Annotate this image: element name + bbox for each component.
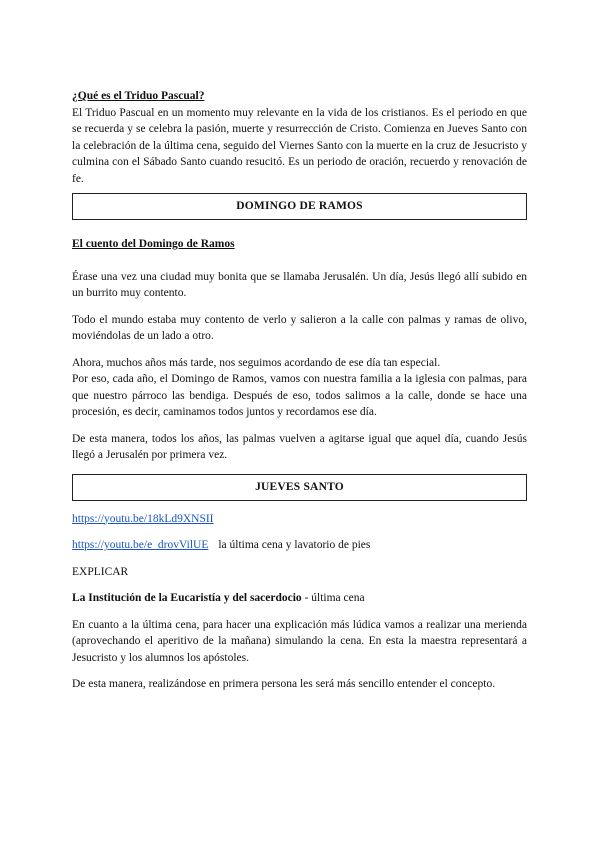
video-link-1[interactable]: https://youtu.be/18kLd9XNSII — [72, 512, 214, 525]
video-link-2-note: la última cena y lavatorio de pies — [218, 539, 371, 551]
video-link-2[interactable]: https://youtu.be/e_drovVilUE — [72, 539, 209, 551]
jueves-paragraph-2: De esta manera, realizándose en primera persona les será más sencillo entender el concepto. — [72, 678, 496, 690]
link-row-2 — [72, 537, 527, 554]
story-title: El cuento del Domingo de Ramos — [72, 238, 235, 250]
link-row-1 — [72, 511, 527, 528]
eucaristia-subtitle — [72, 590, 527, 607]
document-page — [72, 88, 527, 693]
ramos-paragraph-1: Érase una vez una ciudad muy bonita que se llamaba Jerusalén. Un día, Jesús llegó allí subido en un burrito muy contento. — [72, 270, 527, 299]
domingo-de-ramos-box: DOMINGO DE RAMOS — [72, 193, 527, 220]
eucaristia-subtitle-rest: - última cena — [301, 592, 365, 604]
explicar-label: EXPLICAR — [72, 565, 129, 578]
ramos-paragraph-3b: Por eso, cada año, el Domingo de Ramos, vamos con nuestra familia a la iglesia con palmas, para que nuestro párroco las bendiga. Después de eso, todos salimos a la calle, donde se hace una procesión, es decir, caminamos todos juntos y recordamos ese día. — [72, 373, 527, 418]
ramos-paragraph-3a: Ahora, muchos años más tarde, nos seguimos acordando de ese día tan especial. — [72, 356, 441, 369]
intro-title: ¿Qué es el Triduo Pascual? — [72, 90, 205, 102]
jueves-santo-box: JUEVES SANTO — [72, 474, 527, 501]
eucaristia-subtitle-bold: La Institución de la Eucaristía y del sacerdocio — [72, 592, 302, 604]
intro-paragraph: El Triduo Pascual en un momento muy relevante en la vida de los cristianos. Es el periodo en que se recuerda y se celebra la pasión, muerte y resurrección de Cristo. Comienza en Jueves Santo con la celebración de la última cena, seguido del Viernes Santo con la muerte en la cruz de Jesucristo y culmina con el Sábado Santo cuando resucitó. Es un periodo de oración, recuerdo y renovación de fe. — [72, 106, 527, 185]
ramos-paragraph-4: De esta manera, todos los años, las palmas vuelven a agitarse igual que aquel día, cuando Jesús llegó a Jerusalén por primera vez. — [72, 432, 527, 461]
ramos-paragraph-2: Todo el mundo estaba muy contento de verlo y salieron a la calle con palmas y ramas de olivo, moviéndolas de un lado a otro. — [72, 313, 527, 342]
jueves-paragraph-1: En cuanto a la última cena, para hacer una explicación más lúdica vamos a realizar una merienda (aprovechando el aperitivo de la mañana) simulando la cena. En esta la maestra representará a Jesucristo y los alumnos los apóstoles. — [72, 618, 527, 664]
